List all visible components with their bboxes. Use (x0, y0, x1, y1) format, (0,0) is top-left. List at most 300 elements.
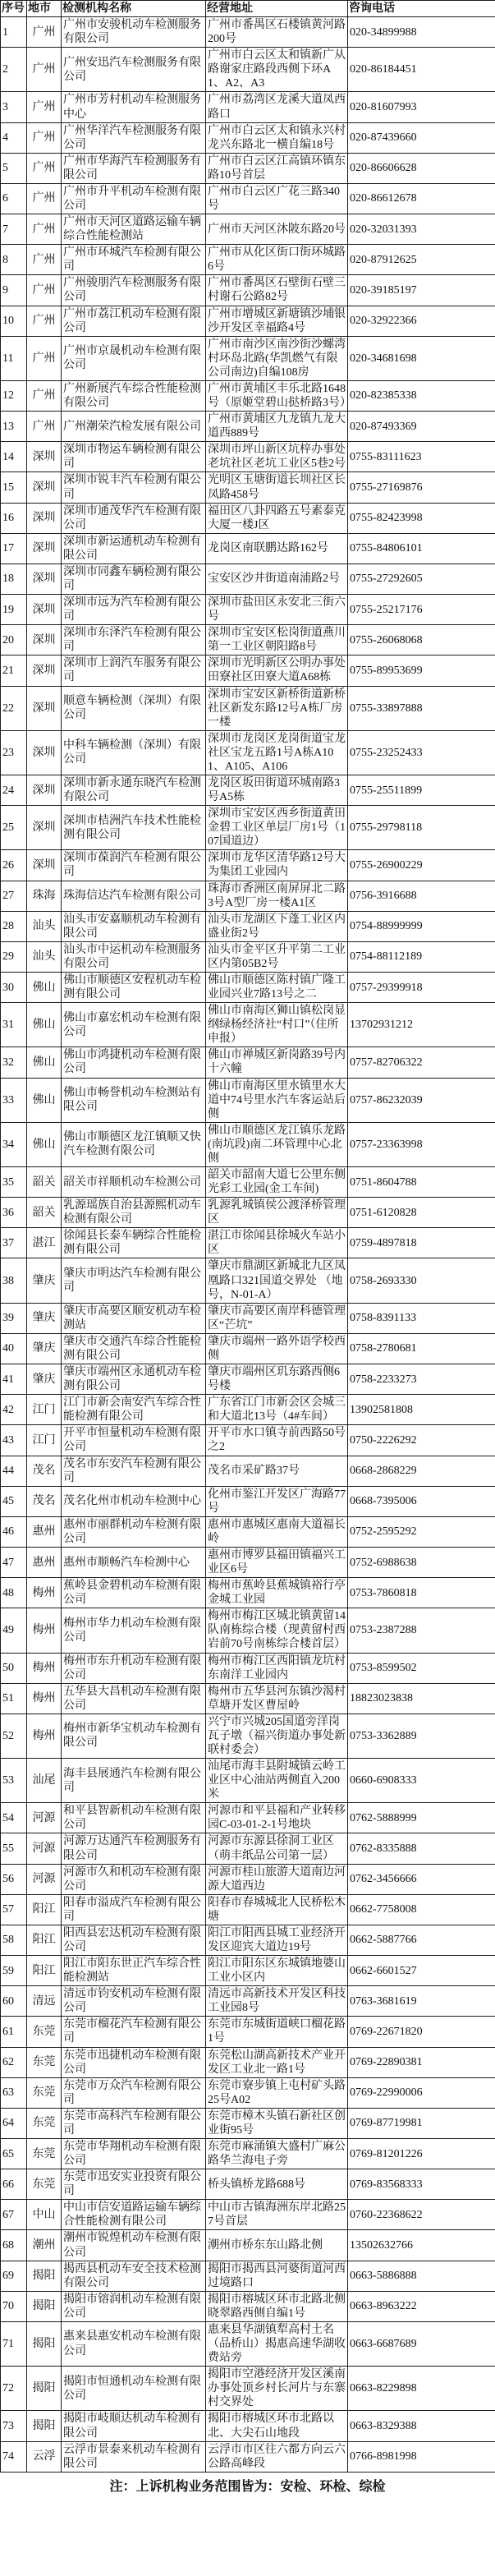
city-cell: 肇庆 (27, 1333, 62, 1364)
row-number-cell: 15 (1, 472, 27, 503)
phone-cell: 020-86184451 (348, 48, 495, 92)
phone-cell: 0756-3916688 (348, 881, 495, 911)
address-cell: 广州市黄埔区九龙镇九龙大道西889号 (206, 412, 348, 442)
city-cell: 梅州 (27, 1608, 62, 1653)
city-cell: 揭阳 (27, 2367, 62, 2411)
address-cell: 湛江市徐闻县徐城火车站小区 (206, 1228, 348, 1258)
row-number-cell: 24 (1, 775, 27, 805)
city-cell: 汕尾 (27, 1759, 62, 1803)
city-cell: 深圳 (27, 625, 62, 656)
city-cell: 深圳 (27, 503, 62, 533)
phone-cell: 020-39185197 (348, 275, 495, 306)
phone-cell: 0663-8329388 (348, 2411, 495, 2441)
agency-name-cell: 肇庆市交通汽车综合性能检测有限公司 (62, 1333, 206, 1364)
row-number-cell: 52 (1, 1714, 27, 1758)
agency-name-cell: 阳西县宏达机动车检测有限公司 (62, 1925, 206, 1955)
address-cell: 东莞松山湖高新技术产业开发区工业北一路1号 (206, 2047, 348, 2077)
agency-name-cell: 梅州市新华宝机动车检测有限公司 (62, 1714, 206, 1758)
header-serial-number: 序号 (1, 1, 27, 17)
row-number-cell: 2 (1, 48, 27, 92)
city-cell: 清远 (27, 1986, 62, 2017)
table-row (1, 1333, 495, 1364)
address-cell: 梅州市五华县河东镇沙渴村草塘开发区曹屋岭 (206, 1683, 348, 1714)
city-cell: 肇庆 (27, 1303, 62, 1333)
phone-cell: 0769-81201226 (348, 2139, 495, 2169)
city-cell: 湛江 (27, 1228, 62, 1258)
city-cell: 江门 (27, 1425, 62, 1456)
table-row (1, 973, 495, 1003)
address-cell: 深圳市龙华区清华路12号大为集团工业园内 (206, 850, 348, 881)
header-agency-name: 检测机构名称 (62, 1, 206, 17)
agency-name-cell: 开平市恒量机动车检测有限公司 (62, 1425, 206, 1456)
phone-cell: 0769-22990006 (348, 2077, 495, 2108)
city-cell: 东莞 (27, 2077, 62, 2108)
phone-cell: 0762-5888999 (348, 1803, 495, 1833)
phone-cell: 0762-3456666 (348, 1864, 495, 1894)
row-number-cell: 62 (1, 2047, 27, 2077)
address-cell: 惠州市惠城区惠南大道福长岭 (206, 1516, 348, 1547)
row-number-cell: 71 (1, 2321, 27, 2366)
table-row (1, 17, 495, 48)
table-row (1, 1608, 495, 1653)
row-number-cell: 45 (1, 1486, 27, 1516)
city-cell: 广州 (27, 92, 62, 122)
row-number-cell: 73 (1, 2411, 27, 2441)
agency-name-cell: 惠州市顺畅汽车检测中心 (62, 1547, 206, 1577)
row-number-cell: 13 (1, 412, 27, 442)
address-cell: 深圳市宝安区松岗街道燕川第一工业区朝阳路8号 (206, 625, 348, 656)
row-number-cell: 6 (1, 183, 27, 214)
row-number-cell: 54 (1, 1803, 27, 1833)
agency-name-cell: 佛山市鸿捷机动车检测有限公司 (62, 1047, 206, 1078)
city-cell: 深圳 (27, 686, 62, 730)
agency-name-cell: 广州市华海汽车检测服务有限公司 (62, 153, 206, 183)
address-cell: 宝安区沙井街道南浦路2号 (206, 564, 348, 594)
agency-name-cell: 深圳市葆润汽车检测有限公司 (62, 850, 206, 881)
city-cell: 茂名 (27, 1486, 62, 1516)
row-number-cell: 25 (1, 806, 27, 850)
phone-cell: 0663-8229898 (348, 2367, 495, 2411)
city-cell: 惠州 (27, 1547, 62, 1577)
phone-cell: 020-34899988 (348, 17, 495, 48)
row-number-cell: 40 (1, 1333, 27, 1364)
table-row (1, 1003, 495, 1047)
address-cell: 兴宁市兴城205国道旁洋岗瓦子墩（福兴街道办事处新联村委会） (206, 1714, 348, 1758)
address-cell: 阳江市阳西县城工业经济开发区迎宾大道边19号 (206, 1925, 348, 1955)
phone-cell: 020-86612678 (348, 183, 495, 214)
agency-name-cell: 惠州市丽群机动车检测有限公司 (62, 1516, 206, 1547)
city-cell: 揭阳 (27, 2291, 62, 2321)
agency-name-cell: 中山市信安道路运输车辆综合性能检测有限公司 (62, 2200, 206, 2230)
agency-name-cell: 广州市天河区道路运输车辆综合性能检测站 (62, 214, 206, 245)
table-row (1, 730, 495, 775)
agency-name-cell: 东莞市榴花汽车检测有限公司 (62, 2017, 206, 2047)
row-number-cell: 58 (1, 1925, 27, 1955)
phone-cell: 0751-8604788 (348, 1167, 495, 1198)
phone-cell: 020-82385338 (348, 380, 495, 411)
table-row (1, 442, 495, 472)
phone-cell: 0769-87719981 (348, 2108, 495, 2138)
table-row (1, 472, 495, 503)
phone-cell: 0757-29399918 (348, 973, 495, 1003)
city-cell: 汕头 (27, 911, 62, 941)
phone-cell: 0754-88999999 (348, 911, 495, 941)
phone-cell: 0668-2868229 (348, 1456, 495, 1486)
city-cell: 东莞 (27, 2139, 62, 2169)
address-cell: 广州市天河区沐陂东路20号 (206, 214, 348, 245)
agency-name-cell: 广州市安骏机动车检测服务有限公司 (62, 17, 206, 48)
row-number-cell: 66 (1, 2169, 27, 2200)
address-cell: 东莞市东城街道峡口榴花路1号 (206, 2017, 348, 2047)
phone-cell: 020-32922366 (348, 306, 495, 336)
address-cell: 广州市黄埔区丰乐北路1648号（原姬堂碧山挞桥路3号） (206, 380, 348, 411)
phone-cell: 0663-6687689 (348, 2321, 495, 2366)
row-number-cell: 5 (1, 153, 27, 183)
city-cell: 梅州 (27, 1683, 62, 1714)
agency-name-cell: 深圳市上润汽车服务有限公司 (62, 656, 206, 686)
city-cell: 广州 (27, 306, 62, 336)
row-number-cell: 22 (1, 686, 27, 730)
address-cell: 肇庆市端州一路外语学校西侧 (206, 1333, 348, 1364)
table-row (1, 183, 495, 214)
table-row (1, 1683, 495, 1714)
phone-cell: 0755-84806101 (348, 533, 495, 564)
city-cell: 揭阳 (27, 2261, 62, 2291)
table-row (1, 275, 495, 306)
agency-name-cell: 五华县大昌机动车检测有限公司 (62, 1683, 206, 1714)
agency-name-cell: 汕头市安嘉顺机动车检测有限公司 (62, 911, 206, 941)
city-cell: 广州 (27, 183, 62, 214)
agency-name-cell: 珠海信达汽车检测有限公司 (62, 881, 206, 911)
agency-name-cell: 汕头市中运机动车检测服务有限公司 (62, 941, 206, 972)
city-cell: 韶关 (27, 1167, 62, 1198)
phone-cell: 0766-8981998 (348, 2441, 495, 2472)
address-cell: 深圳市光明新区公明办事处田寮社区田寮大道A68栋 (206, 656, 348, 686)
city-cell: 河源 (27, 1803, 62, 1833)
address-cell: 揭阳市揭西县河婆街道河西过境路口 (206, 2261, 348, 2291)
address-cell: 广州市从化区街口街环城路6号 (206, 245, 348, 275)
phone-cell: 0752-6988638 (348, 1547, 495, 1577)
agency-name-cell: 阳江市阳东世正汽车综合性能检测站 (62, 1956, 206, 1986)
table-row (1, 1303, 495, 1333)
agency-name-cell: 深圳市东泽汽车检测有限公司 (62, 625, 206, 656)
address-cell: 乳源乳城镇侯公渡泽桥管理区 (206, 1198, 348, 1228)
table-row (1, 245, 495, 275)
phone-cell: 0752-2595292 (348, 1516, 495, 1547)
agency-name-cell: 广州华洋汽车检测服务有限公司 (62, 122, 206, 153)
phone-cell: 0755-25511899 (348, 775, 495, 805)
city-cell: 肇庆 (27, 1364, 62, 1395)
phone-cell: 0769-83568333 (348, 2169, 495, 2200)
city-cell: 中山 (27, 2200, 62, 2230)
table-row (1, 595, 495, 625)
agency-name-cell: 广州潮荣汽检发展有限公司 (62, 412, 206, 442)
city-cell: 深圳 (27, 850, 62, 881)
phone-cell: 020-81607993 (348, 92, 495, 122)
agency-name-cell: 深圳市同鑫车辆检测有限公司 (62, 564, 206, 594)
address-cell: 佛山市顺德区龙江镇乐龙路(南坑段)南二环管理中心北侧 (206, 1122, 348, 1166)
agency-name-cell: 肇庆市明达汽车检测有限公司 (62, 1258, 206, 1303)
table-row (1, 1714, 495, 1758)
row-number-cell: 28 (1, 911, 27, 941)
phone-cell: 0760-22368622 (348, 2200, 495, 2230)
row-number-cell: 31 (1, 1003, 27, 1047)
phone-cell: 0758-2780681 (348, 1333, 495, 1364)
agency-name-cell: 广州市升平机动车检测有限公司 (62, 183, 206, 214)
city-cell: 深圳 (27, 472, 62, 503)
phone-cell: 0753-3362889 (348, 1714, 495, 1758)
phone-cell: 0757-23363998 (348, 1122, 495, 1166)
address-cell: 广州市番禺区石壁街石壁三村谢石公路82号 (206, 275, 348, 306)
table-row (1, 2411, 495, 2441)
city-cell: 深圳 (27, 775, 62, 805)
row-number-cell: 27 (1, 881, 27, 911)
phone-cell: 0755-33897888 (348, 686, 495, 730)
agency-name-cell: 佛山市顺德区龙江镇顺又快汽车检测有限公司 (62, 1122, 206, 1166)
address-cell: 广州市南沙区南沙街沙螺湾村环岛北路(华凯燃气有限公司南边)自编108房 (206, 336, 348, 380)
agency-name-cell: 广州安迅汽车检测服务有限公司 (62, 48, 206, 92)
address-cell: 梅州市梅江区城北镇黄留14队南栋综合楼（现黄留村西岩前70号南栋综合楼首层） (206, 1608, 348, 1653)
agency-name-cell: 云浮市景泰来机动车检测有限公司 (62, 2441, 206, 2472)
header-phone: 咨询电话 (348, 1, 495, 17)
table-row (1, 1578, 495, 1608)
table-row (1, 941, 495, 972)
phone-cell: 0769-22890381 (348, 2047, 495, 2077)
table-row (1, 1395, 495, 1425)
agency-name-cell: 深圳市通茂华汽车检测有限公司 (62, 503, 206, 533)
agency-name-cell: 广州市芳村机动车检测服务中心 (62, 92, 206, 122)
phone-cell: 0759-4897818 (348, 1228, 495, 1258)
table-row (1, 503, 495, 533)
table-row (1, 1653, 495, 1683)
row-number-cell: 64 (1, 2108, 27, 2138)
table-row (1, 306, 495, 336)
city-cell: 广州 (27, 380, 62, 411)
city-cell: 佛山 (27, 1078, 62, 1122)
address-cell: 东莞市寮步镇上屯村矿头路25号A02 (206, 2077, 348, 2108)
table-row (1, 412, 495, 442)
table-row (1, 2169, 495, 2200)
table-row (1, 1167, 495, 1198)
agency-name-cell: 广州市荔江机动车检测有限公司 (62, 306, 206, 336)
row-number-cell: 33 (1, 1078, 27, 1122)
city-cell: 潮州 (27, 2230, 62, 2261)
address-cell: 茂名市采矿路37号 (206, 1456, 348, 1486)
row-number-cell: 53 (1, 1759, 27, 1803)
row-number-cell: 4 (1, 122, 27, 153)
agency-name-cell: 东莞市迅捷机动车检测有限公司 (62, 2047, 206, 2077)
table-row (1, 806, 495, 850)
city-cell: 梅州 (27, 1578, 62, 1608)
agency-name-cell: 广州市京晟机动车检测有限公司 (62, 336, 206, 380)
phone-cell: 0755-23252433 (348, 730, 495, 775)
row-number-cell: 74 (1, 2441, 27, 2472)
agency-name-cell: 东莞市万众汽车检测有限公司 (62, 2077, 206, 2108)
phone-cell: 0762-8335888 (348, 1833, 495, 1864)
city-cell: 广州 (27, 153, 62, 183)
city-cell: 阳江 (27, 1925, 62, 1955)
phone-cell: 0663-5886888 (348, 2261, 495, 2291)
row-number-cell: 32 (1, 1047, 27, 1078)
table-row (1, 122, 495, 153)
agency-name-cell: 揭阳市镕润机动车检测有限公司 (62, 2291, 206, 2321)
phone-cell: 0755-26900229 (348, 850, 495, 881)
phone-cell: 0753-8599502 (348, 1653, 495, 1683)
table-row (1, 1516, 495, 1547)
agency-name-cell: 梅州市华力机动车检测有限公司 (62, 1608, 206, 1653)
row-number-cell: 14 (1, 442, 27, 472)
city-cell: 广州 (27, 336, 62, 380)
row-number-cell: 50 (1, 1653, 27, 1683)
city-cell: 肇庆 (27, 1258, 62, 1303)
city-cell: 深圳 (27, 595, 62, 625)
agency-name-cell: 顺意车辆检测（深圳）有限公司 (62, 686, 206, 730)
table-row (1, 1456, 495, 1486)
address-cell: 深圳市盐田区永安北三街六号 (206, 595, 348, 625)
address-cell: 光明区玉塘街道长圳社区长凤路458号 (206, 472, 348, 503)
row-number-cell: 69 (1, 2261, 27, 2291)
phone-cell: 020-32031393 (348, 214, 495, 245)
phone-cell: 0755-27169876 (348, 472, 495, 503)
table-row (1, 881, 495, 911)
address-cell: 河源市桂山旅游大道南边河源大道西边 (206, 1864, 348, 1894)
agency-name-cell: 河源市久和机动车检测有限公司 (62, 1864, 206, 1894)
phone-cell: 0668-7395006 (348, 1486, 495, 1516)
row-number-cell: 46 (1, 1516, 27, 1547)
row-number-cell: 10 (1, 306, 27, 336)
agency-name-cell: 东莞市迅安实业投资有限公司 (62, 2169, 206, 2200)
row-number-cell: 42 (1, 1395, 27, 1425)
agency-name-cell: 揭西县机动车安全技术检测有限公司 (62, 2261, 206, 2291)
table-row (1, 1759, 495, 1803)
table-row (1, 850, 495, 881)
address-cell: 福田区八卦四路五号素泰克大厦一楼J区 (206, 503, 348, 533)
city-cell: 东莞 (27, 2047, 62, 2077)
agency-name-cell: 深圳市远为汽车检测有限公司 (62, 595, 206, 625)
agency-name-cell: 揭阳市岐顺达机动车检测有限公司 (62, 2411, 206, 2441)
row-number-cell: 36 (1, 1198, 27, 1228)
city-cell: 深圳 (27, 564, 62, 594)
agency-name-cell: 和平县智新机动车检测有限公司 (62, 1803, 206, 1833)
row-number-cell: 55 (1, 1833, 27, 1864)
row-number-cell: 1 (1, 17, 27, 48)
agency-name-cell: 河源万达通汽车检测服务有限公司 (62, 1833, 206, 1864)
row-number-cell: 38 (1, 1258, 27, 1303)
phone-cell: 0754-88112189 (348, 941, 495, 972)
row-number-cell: 26 (1, 850, 27, 881)
city-cell: 广州 (27, 412, 62, 442)
agency-name-cell: 中科车辆检测（深圳）有限公司 (62, 730, 206, 775)
table-row (1, 911, 495, 941)
table-row (1, 625, 495, 656)
phone-cell: 0755-26068068 (348, 625, 495, 656)
city-cell: 佛山 (27, 1003, 62, 1047)
agency-name-cell: 东莞市华翔机动车检测有限公司 (62, 2139, 206, 2169)
city-cell: 云浮 (27, 2441, 62, 2472)
address-cell: 阳春市春城城北人民桥松木塘 (206, 1894, 348, 1925)
phone-cell: 020-87493369 (348, 412, 495, 442)
table-row (1, 153, 495, 183)
table-row (1, 2200, 495, 2230)
agency-name-cell: 韶关市祥顺机动车检测公司 (62, 1167, 206, 1198)
table-row (1, 1078, 495, 1122)
address-cell: 深圳市坪山新区坑梓办事处老坑社区老坑工业区5巷2号 (206, 442, 348, 472)
row-number-cell: 9 (1, 275, 27, 306)
phone-cell: 020-86606628 (348, 153, 495, 183)
agency-name-cell: 深圳市锐丰汽车检测有限公司 (62, 472, 206, 503)
city-cell: 佛山 (27, 1047, 62, 1078)
city-cell: 东莞 (27, 2169, 62, 2200)
row-number-cell: 51 (1, 1683, 27, 1714)
row-number-cell: 44 (1, 1456, 27, 1486)
address-cell: 梅州市蕉岭县蕉城镇裕行亭金城工业园 (206, 1578, 348, 1608)
agency-name-cell: 海丰县展通汽车检测有限公司 (62, 1759, 206, 1803)
address-cell: 佛山市南海区里水镇里水大道中74号里水汽车客运站后侧 (206, 1078, 348, 1122)
city-cell: 揭阳 (27, 2411, 62, 2441)
agency-name-cell: 梅州市东升机动车检测有限公司 (62, 1653, 206, 1683)
phone-cell: 0662-5887766 (348, 1925, 495, 1955)
row-number-cell: 65 (1, 2139, 27, 2169)
address-cell: 珠海市香洲区南屏屏北二路3号A型厂房一楼A1区 (206, 881, 348, 911)
city-cell: 汕头 (27, 941, 62, 972)
row-number-cell: 68 (1, 2230, 27, 2261)
agency-name-cell: 蕉岭县金碧机动车检测有限公司 (62, 1578, 206, 1608)
phone-cell: 020-87439660 (348, 122, 495, 153)
agency-name-cell: 东莞市高科汽车检测有限公司 (62, 2108, 206, 2138)
city-cell: 揭阳 (27, 2321, 62, 2366)
table-row (1, 775, 495, 805)
phone-cell: 13902581808 (348, 1395, 495, 1425)
table-row (1, 1894, 495, 1925)
table-row (1, 564, 495, 594)
agency-name-cell: 广州市环城汽车检测有限公司 (62, 245, 206, 275)
table-row (1, 2047, 495, 2077)
phone-cell: 0663-8963222 (348, 2291, 495, 2321)
city-cell: 广州 (27, 275, 62, 306)
agency-name-cell: 深圳市新永通东晓汽车检测有限公司 (62, 775, 206, 805)
city-cell: 河源 (27, 1833, 62, 1864)
table-row (1, 533, 495, 564)
row-number-cell: 11 (1, 336, 27, 380)
phone-cell: 0769-22671820 (348, 2017, 495, 2047)
address-cell: 东莞市麻涌镇大盛村广麻公路华兰海电子旁 (206, 2139, 348, 2169)
phone-cell: 0660-6908333 (348, 1759, 495, 1803)
table-row (1, 1986, 495, 2017)
agency-name-cell: 潮州市锐煌机动车检测有限公司 (62, 2230, 206, 2261)
city-cell: 阳江 (27, 1956, 62, 1986)
address-cell: 佛山市南海区狮山镇松岗显纲绿杨经济社“村口”（住所申报） (206, 1003, 348, 1047)
city-cell: 梅州 (27, 1714, 62, 1758)
footer-note: 注：上诉机构业务范围皆为：安检、环检、综检 (109, 2479, 386, 2494)
agency-name-cell: 江门市新会南安汽车综合性能检测有限公司 (62, 1395, 206, 1425)
city-cell: 深圳 (27, 656, 62, 686)
agency-name-cell: 深圳市物运车辆检测有限公司 (62, 442, 206, 472)
table-row (1, 1198, 495, 1228)
table-row (1, 1956, 495, 1986)
city-cell: 深圳 (27, 806, 62, 850)
phone-cell: 0755-27292605 (348, 564, 495, 594)
table-row (1, 1258, 495, 1303)
table-row (1, 686, 495, 730)
city-cell: 东莞 (27, 2017, 62, 2047)
phone-cell: 0755-25217176 (348, 595, 495, 625)
address-cell: 广东省江门市新会区会城三和大道北13号（4#车间） (206, 1395, 348, 1425)
address-cell: 阳江市阳东区东城镇地婆山工业小区内 (206, 1956, 348, 1986)
agency-name-cell: 佛山市顺德区安程机动车检测有限公司 (62, 973, 206, 1003)
table-row (1, 48, 495, 92)
agency-name-cell: 乳源瑶族自治县源熙机动车检测有限公司 (62, 1198, 206, 1228)
city-cell: 广州 (27, 48, 62, 92)
